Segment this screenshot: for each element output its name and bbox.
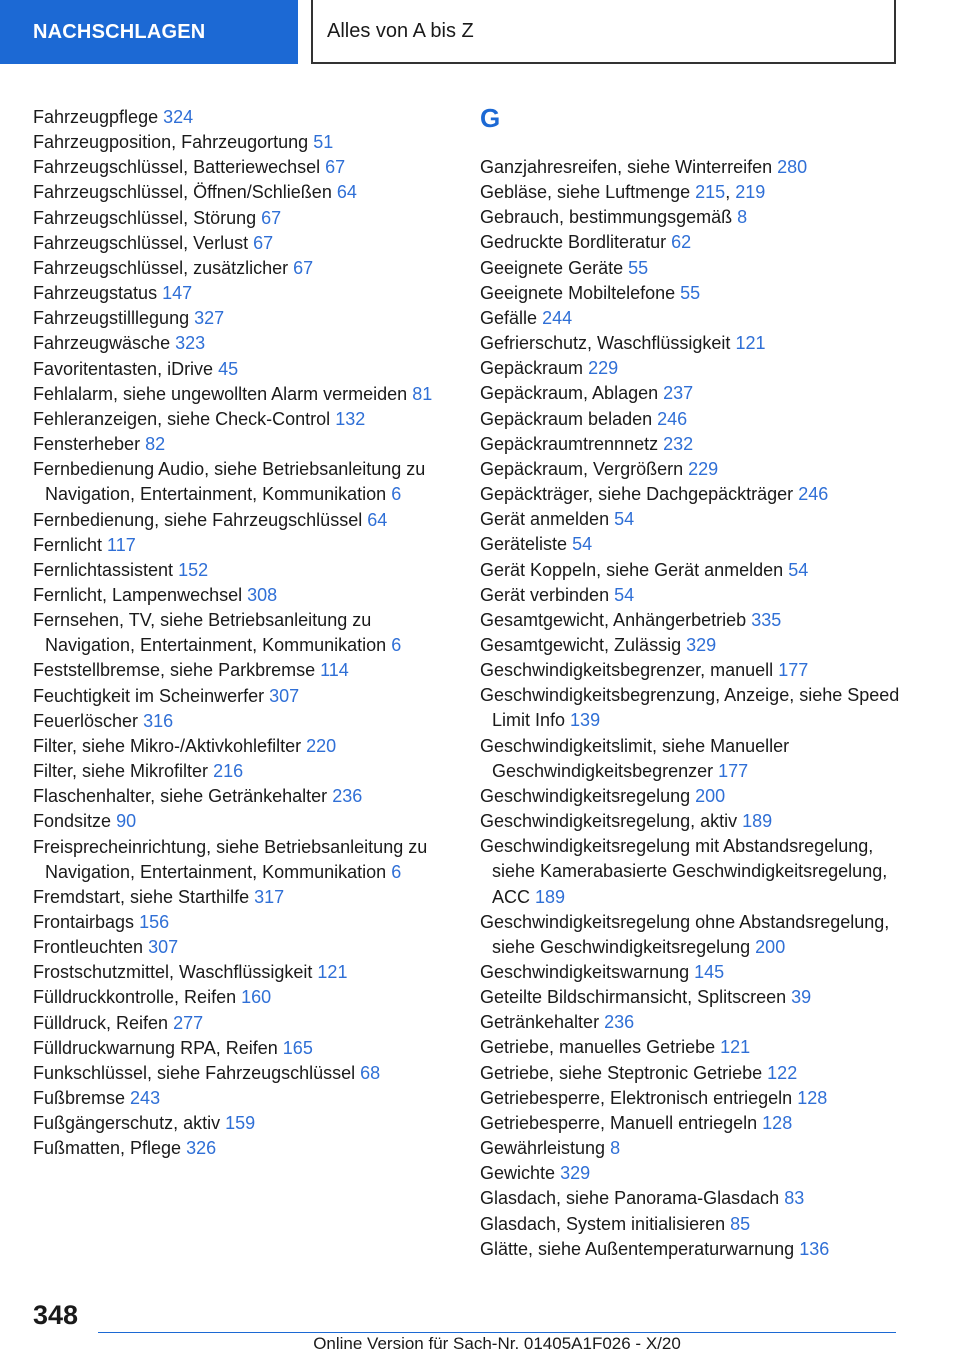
chapter-title: Alles von A bis Z bbox=[311, 0, 896, 64]
section-tab: NACHSCHLAGEN bbox=[0, 0, 298, 64]
index-entry bbox=[480, 407, 900, 432]
page-reference-link[interactable]: 323 bbox=[175, 333, 206, 354]
index-term: Filter, siehe Mikrofilter bbox=[33, 761, 209, 782]
page-reference-link[interactable]: 329 bbox=[686, 634, 717, 655]
index-term: Frontairbags bbox=[33, 912, 135, 932]
page-reference-link[interactable]: 64 bbox=[336, 182, 357, 203]
page-reference-link[interactable]: 156 bbox=[139, 912, 170, 932]
page-reference-link[interactable]: 159 bbox=[225, 1113, 256, 1134]
index-term: Geschwindigkeitsregelung mit Abstandsregelung, siehe Kamerabasierte Geschwindigkeitsregelung, ACC bbox=[480, 836, 888, 907]
index-entry bbox=[480, 558, 900, 583]
index-term: Geschwindigkeitsregelung ohne Abstandsregelung, siehe Geschwindigkeitsregelung bbox=[480, 911, 890, 957]
index-term: Feuchtigkeit im Scheinwerfer bbox=[33, 685, 265, 706]
page-reference-link[interactable]: 6 bbox=[391, 484, 402, 505]
index-entry bbox=[33, 784, 453, 809]
page-reference-link[interactable]: 307 bbox=[148, 937, 179, 958]
index-entry bbox=[33, 985, 453, 1010]
page-reference-link[interactable]: 229 bbox=[588, 358, 619, 379]
index-entry bbox=[480, 683, 900, 733]
index-entry bbox=[480, 1086, 900, 1111]
page-reference-link[interactable]: 160 bbox=[241, 987, 272, 1008]
page-reference-link[interactable]: 128 bbox=[797, 1087, 828, 1108]
index-entry bbox=[33, 407, 453, 432]
index-entry bbox=[33, 608, 453, 658]
page-reference-link[interactable]: 200 bbox=[755, 936, 786, 957]
page-reference-link[interactable]: 237 bbox=[663, 383, 694, 404]
index-entry bbox=[480, 306, 900, 331]
index-entry bbox=[33, 709, 453, 734]
page-reference-link[interactable]: 54 bbox=[572, 534, 593, 555]
index-entry bbox=[480, 457, 900, 482]
page-reference-link[interactable]: 145 bbox=[694, 962, 725, 982]
index-term: Fremdstart, siehe Starthilfe bbox=[33, 886, 250, 907]
index-term: Geschwindigkeitsbegrenzung, Anzeige, siehe Speed Limit Info bbox=[480, 685, 900, 731]
index-entry bbox=[480, 583, 900, 608]
index-term: Fahrzeugschlüssel, zusätzlicher bbox=[33, 257, 289, 278]
page-reference-link[interactable]: 90 bbox=[116, 811, 137, 832]
index-term: Geteilte Bildschirmansicht, Splitscreen bbox=[480, 987, 787, 1008]
index-term: Gefrierschutz, Waschflüssigkeit bbox=[480, 333, 731, 354]
page-reference-link[interactable]: 317 bbox=[254, 886, 285, 907]
page-reference-link[interactable]: 51 bbox=[313, 132, 334, 153]
index-entry bbox=[33, 105, 453, 130]
page-reference-link[interactable]: 132 bbox=[335, 408, 366, 429]
page-reference-link[interactable]: 307 bbox=[269, 685, 300, 706]
page-reference-link[interactable]: 216 bbox=[213, 761, 244, 782]
index-term: Gepäckraum beladen bbox=[480, 408, 653, 429]
index-entry bbox=[33, 206, 453, 231]
page-reference-link[interactable]: 147 bbox=[162, 283, 193, 304]
index-entry bbox=[33, 558, 453, 583]
index-term: Geschwindigkeitsregelung, aktiv bbox=[480, 811, 738, 832]
index-entry bbox=[33, 180, 453, 205]
index-term: Glätte, siehe Außentemperaturwarnung bbox=[480, 1238, 795, 1259]
page-reference-link[interactable]: 121 bbox=[317, 962, 348, 983]
page-reference-link[interactable]: 189 bbox=[535, 886, 566, 907]
page-reference-link[interactable]: 136 bbox=[799, 1238, 830, 1259]
index-term: Fahrzeugschlüssel, Verlust bbox=[33, 232, 249, 253]
index-entry bbox=[480, 356, 900, 381]
index-term: Frostschutzmittel, Waschflüssigkeit bbox=[33, 962, 313, 983]
index-term: Fernbedienung Audio, siehe Betriebsanleitung zu Navigation, Entertainment, Kommunikation bbox=[33, 459, 426, 505]
index-term: Fahrzeugposition, Fahrzeugortung bbox=[33, 132, 309, 153]
page-reference-link[interactable]: 246 bbox=[798, 484, 829, 505]
footer-divider bbox=[98, 1332, 896, 1333]
index-entry bbox=[33, 281, 453, 306]
index-term: Gepäckträger, siehe Dachgepäckträger bbox=[480, 484, 794, 505]
index-entry bbox=[480, 734, 900, 784]
page-reference-link[interactable]: 244 bbox=[542, 307, 573, 328]
index-term: Fahrzeugstatus bbox=[33, 283, 158, 304]
page-reference-link[interactable]: 236 bbox=[604, 1012, 635, 1033]
index-term: Gepäckraumtrennnetz bbox=[480, 433, 659, 454]
page-reference-link[interactable]: 165 bbox=[282, 1037, 313, 1058]
page-reference-link[interactable]: 128 bbox=[762, 1112, 793, 1133]
index-term: Gesamtgewicht, Zulässig bbox=[480, 634, 682, 655]
index-term: Geeignete Geräte bbox=[480, 257, 624, 278]
index-entry bbox=[480, 230, 900, 255]
page-reference-link[interactable]: 229 bbox=[688, 458, 719, 479]
index-term: Geschwindigkeitsregelung bbox=[480, 785, 691, 806]
page-reference-link[interactable]: 8 bbox=[610, 1138, 621, 1159]
index-entry bbox=[33, 331, 453, 356]
page-reference-link[interactable]: 280 bbox=[777, 157, 808, 177]
index-entry bbox=[33, 508, 453, 533]
index-term: Gerät anmelden bbox=[480, 509, 610, 530]
index-term: Gebrauch, bestimmungsgemäß bbox=[480, 207, 733, 228]
page-reference-link[interactable]: 82 bbox=[145, 434, 166, 455]
index-entry bbox=[33, 583, 453, 608]
page-reference-link[interactable]: 139 bbox=[570, 710, 601, 731]
page-reference-link[interactable]: 54 bbox=[614, 509, 635, 530]
index-column-left bbox=[33, 105, 453, 1162]
page-reference-link[interactable]: 324 bbox=[163, 107, 194, 127]
index-term: Gepäckraum, Ablagen bbox=[480, 383, 659, 404]
page-number: 348 bbox=[33, 1300, 79, 1330]
index-entry bbox=[480, 1010, 900, 1035]
index-term: Fußgängerschutz, aktiv bbox=[33, 1113, 221, 1134]
index-entry bbox=[480, 1186, 900, 1211]
index-term: Fernlichtassistent bbox=[33, 559, 174, 580]
index-entry bbox=[33, 1111, 453, 1136]
index-entry bbox=[480, 809, 900, 834]
page-reference-link[interactable]: 54 bbox=[788, 559, 809, 580]
page-reference-link[interactable]: 81 bbox=[412, 383, 433, 404]
index-entry bbox=[33, 306, 453, 331]
index-entry bbox=[480, 381, 900, 406]
index-term: Gedruckte Bordliteratur bbox=[480, 232, 667, 253]
index-term: Fahrzeugschlüssel, Batteriewechsel bbox=[33, 157, 321, 178]
page-reference-link[interactable]: 67 bbox=[253, 232, 274, 253]
page-reference-link[interactable]: 308 bbox=[247, 584, 278, 605]
page-reference-link[interactable]: 236 bbox=[332, 786, 363, 807]
page-reference-link[interactable]: 83 bbox=[784, 1188, 805, 1209]
page-reference-link[interactable]: 220 bbox=[306, 735, 337, 756]
index-entry bbox=[33, 684, 453, 709]
index-term: Gewichte bbox=[480, 1163, 556, 1184]
index-term: Gerät verbinden bbox=[480, 584, 610, 605]
index-term: Fernbedienung, siehe Fahrzeugschlüssel bbox=[33, 509, 363, 530]
page-reference-link[interactable]: 39 bbox=[791, 987, 812, 1008]
index-term: Fernlicht bbox=[33, 534, 103, 555]
index-term: Fülldruckkontrolle, Reifen bbox=[33, 987, 237, 1008]
page-reference-link[interactable]: 219 bbox=[735, 182, 766, 203]
page-reference-link[interactable]: 6 bbox=[391, 635, 402, 656]
index-entry bbox=[33, 533, 453, 558]
page-reference-link[interactable]: 189 bbox=[742, 811, 773, 832]
index-entry bbox=[33, 1086, 453, 1111]
index-term: Glasdach, System initialisieren bbox=[480, 1213, 726, 1234]
index-entry bbox=[33, 1011, 453, 1036]
index-term: Fensterheber bbox=[33, 434, 141, 455]
index-entry bbox=[480, 1161, 900, 1186]
index-term: Glasdach, siehe Panorama-Glasdach bbox=[480, 1188, 780, 1209]
index-entry bbox=[480, 658, 900, 683]
page-reference-link[interactable]: 45 bbox=[218, 358, 239, 379]
index-term: Fußmatten, Pflege bbox=[33, 1138, 182, 1159]
index-term: Fehleranzeigen, siehe Check-Control bbox=[33, 408, 331, 429]
index-term: Getriebe, siehe Steptronic Getriebe bbox=[480, 1062, 763, 1083]
page-reference-link[interactable]: 335 bbox=[751, 609, 782, 630]
index-term: Geräteliste bbox=[480, 534, 568, 555]
page-reference-link[interactable]: 326 bbox=[186, 1138, 217, 1159]
index-term: Gefälle bbox=[480, 307, 538, 328]
index-entry bbox=[33, 256, 453, 281]
index-term: Geschwindigkeitswarnung bbox=[480, 962, 690, 982]
index-term: Fülldruckwarnung RPA, Reifen bbox=[33, 1037, 278, 1058]
index-term: Fernlicht, Lampenwechsel bbox=[33, 584, 243, 605]
page-reference-link[interactable]: 215 bbox=[695, 182, 726, 203]
index-entry bbox=[480, 256, 900, 281]
index-entry bbox=[33, 155, 453, 180]
index-entry: Gebläse, siehe Luftmenge 215, 219 bbox=[480, 182, 766, 203]
index-entry bbox=[33, 935, 453, 960]
page-reference-link[interactable]: 177 bbox=[778, 660, 809, 681]
index-entry bbox=[33, 457, 453, 507]
index-entry bbox=[33, 357, 453, 382]
index-term: Getriebesperre, Elektronisch entriegeln bbox=[480, 1087, 793, 1108]
index-entry bbox=[480, 432, 900, 457]
index-entry bbox=[480, 331, 900, 356]
index-entry bbox=[480, 482, 900, 507]
page-reference-link[interactable]: 114 bbox=[320, 660, 349, 681]
index-term: Geschwindigkeitslimit, siehe Manueller Geschwindigkeitsbegrenzer bbox=[480, 735, 790, 781]
page-reference-link[interactable]: 329 bbox=[560, 1163, 591, 1184]
index-term: Geeignete Mobiltelefone bbox=[480, 282, 676, 303]
index-entries-g bbox=[480, 155, 900, 1262]
index-term: Freisprecheinrichtung, siehe Betriebsanleitung zu Navigation, Entertainment, Kommunikation bbox=[33, 836, 428, 882]
page-reference-link[interactable]: 121 bbox=[735, 333, 766, 354]
page-reference-link[interactable]: 54 bbox=[614, 584, 635, 605]
index-entry bbox=[33, 885, 453, 910]
index-term: Fußbremse bbox=[33, 1088, 126, 1109]
index-entry bbox=[480, 834, 900, 909]
page-reference-link[interactable]: 122 bbox=[767, 1062, 798, 1083]
index-term: Gebläse, siehe Luftmenge bbox=[480, 182, 691, 203]
index-term: Geschwindigkeitsbegrenzer, manuell bbox=[480, 660, 774, 681]
index-entry bbox=[33, 809, 453, 834]
index-entry bbox=[480, 608, 900, 633]
page-reference-link[interactable]: 64 bbox=[367, 509, 388, 530]
index-term: Gesamtgewicht, Anhängerbetrieb bbox=[480, 609, 747, 630]
page-reference-link[interactable]: 67 bbox=[293, 257, 314, 278]
page-reference-link[interactable]: 177 bbox=[718, 760, 749, 781]
index-entry bbox=[33, 231, 453, 256]
index-entry bbox=[480, 205, 900, 230]
index-term: Gepäckraum, Vergrößern bbox=[480, 458, 684, 479]
index-entry bbox=[480, 1035, 900, 1060]
page-reference-link[interactable]: 67 bbox=[261, 207, 282, 228]
page-reference-link[interactable]: 55 bbox=[628, 257, 649, 278]
page-reference-link[interactable]: 277 bbox=[173, 1012, 204, 1033]
page-reference-link[interactable]: 117 bbox=[107, 534, 136, 555]
index-entry bbox=[480, 1136, 900, 1161]
index-term: Gepäckraum bbox=[480, 358, 584, 379]
page-reference-link[interactable]: 316 bbox=[143, 710, 174, 731]
index-term: Gerät Koppeln, siehe Gerät anmelden bbox=[480, 559, 784, 580]
index-term: Fülldruck, Reifen bbox=[33, 1012, 169, 1033]
index-term: Favoritentasten, iDrive bbox=[33, 358, 214, 379]
page-reference-link[interactable]: 246 bbox=[657, 408, 688, 429]
index-term: Flaschenhalter, siehe Getränkehalter bbox=[33, 786, 328, 807]
index-term: Fehlalarm, siehe ungewollten Alarm vermeiden bbox=[33, 383, 408, 404]
index-entry bbox=[480, 910, 900, 960]
index-entry bbox=[480, 633, 900, 658]
index-term: Fahrzeugschlüssel, Öffnen/Schließen bbox=[33, 182, 332, 203]
page-reference-link[interactable]: 85 bbox=[730, 1213, 751, 1234]
index-entry bbox=[480, 960, 900, 985]
index-entry bbox=[33, 759, 453, 784]
index-entry bbox=[480, 532, 900, 557]
index-entry bbox=[33, 432, 453, 457]
index-term: Getriebe, manuelles Getriebe bbox=[480, 1037, 716, 1058]
index-term: Feuerlöscher bbox=[33, 710, 139, 731]
index-entry bbox=[33, 1036, 453, 1061]
index-entry bbox=[33, 130, 453, 155]
index-term: Funkschlüssel, siehe Fahrzeugschlüssel bbox=[33, 1062, 356, 1083]
index-entry bbox=[480, 1061, 900, 1086]
page-reference-link[interactable]: 200 bbox=[695, 785, 726, 806]
index-term: Ganzjahresreifen, siehe Winterreifen bbox=[480, 157, 773, 177]
index-term: Fahrzeugschlüssel, Störung bbox=[33, 207, 257, 228]
index-entry bbox=[33, 734, 453, 759]
page-reference-link[interactable]: 152 bbox=[178, 559, 209, 580]
index-term: Gewährleistung bbox=[480, 1138, 606, 1159]
index-letter-heading: G bbox=[480, 103, 501, 133]
index-term: Getränkehalter bbox=[480, 1012, 600, 1033]
index-term: Frontleuchten bbox=[33, 937, 144, 958]
page-reference-link[interactable]: 62 bbox=[671, 232, 692, 253]
index-term: Fondsitze bbox=[33, 811, 112, 832]
page-reference-link[interactable]: 6 bbox=[391, 861, 402, 882]
index-entry bbox=[480, 507, 900, 532]
page-reference-link[interactable]: 8 bbox=[737, 207, 748, 228]
page-reference-link[interactable]: 121 bbox=[720, 1037, 751, 1058]
index-term: Fahrzeugpflege bbox=[33, 107, 159, 127]
index-term: Fahrzeugwäsche bbox=[33, 333, 171, 354]
index-entry bbox=[33, 1136, 453, 1161]
index-entry bbox=[480, 155, 900, 180]
index-entry bbox=[480, 281, 900, 306]
index-entry bbox=[480, 1212, 900, 1237]
index-term: Filter, siehe Mikro-/Aktivkohlefilter bbox=[33, 735, 302, 756]
page-reference-link[interactable]: 68 bbox=[360, 1062, 381, 1083]
index-term: Fahrzeugstilllegung bbox=[33, 308, 190, 329]
page-reference-link[interactable]: 327 bbox=[194, 308, 225, 329]
index-entry bbox=[480, 784, 900, 809]
page-reference-link[interactable]: 67 bbox=[325, 157, 346, 178]
index-entry bbox=[33, 960, 453, 985]
index-entry bbox=[33, 1061, 453, 1086]
index-entry bbox=[33, 910, 453, 935]
index-entry bbox=[33, 835, 453, 885]
page-reference-link[interactable]: 243 bbox=[130, 1088, 161, 1109]
index-column-right bbox=[480, 97, 900, 1262]
index-term: Getriebesperre, Manuell entriegeln bbox=[480, 1112, 758, 1133]
index-term: Fernsehen, TV, siehe Betriebsanleitung zu Navigation, Entertainment, Kommunikation bbox=[33, 610, 387, 656]
index-term: Feststellbremse, siehe Parkbremse bbox=[33, 660, 316, 681]
index-entry bbox=[480, 985, 900, 1010]
footer-text: Online Version für Sach-Nr. 01405A1F026 - X/20 bbox=[313, 1334, 681, 1353]
index-entry bbox=[480, 1111, 900, 1136]
index-entry bbox=[480, 1237, 900, 1262]
page-reference-link[interactable]: 232 bbox=[663, 433, 694, 454]
index-entry bbox=[33, 382, 453, 407]
index-entry bbox=[33, 658, 453, 683]
page-reference-link[interactable]: 55 bbox=[680, 282, 701, 303]
